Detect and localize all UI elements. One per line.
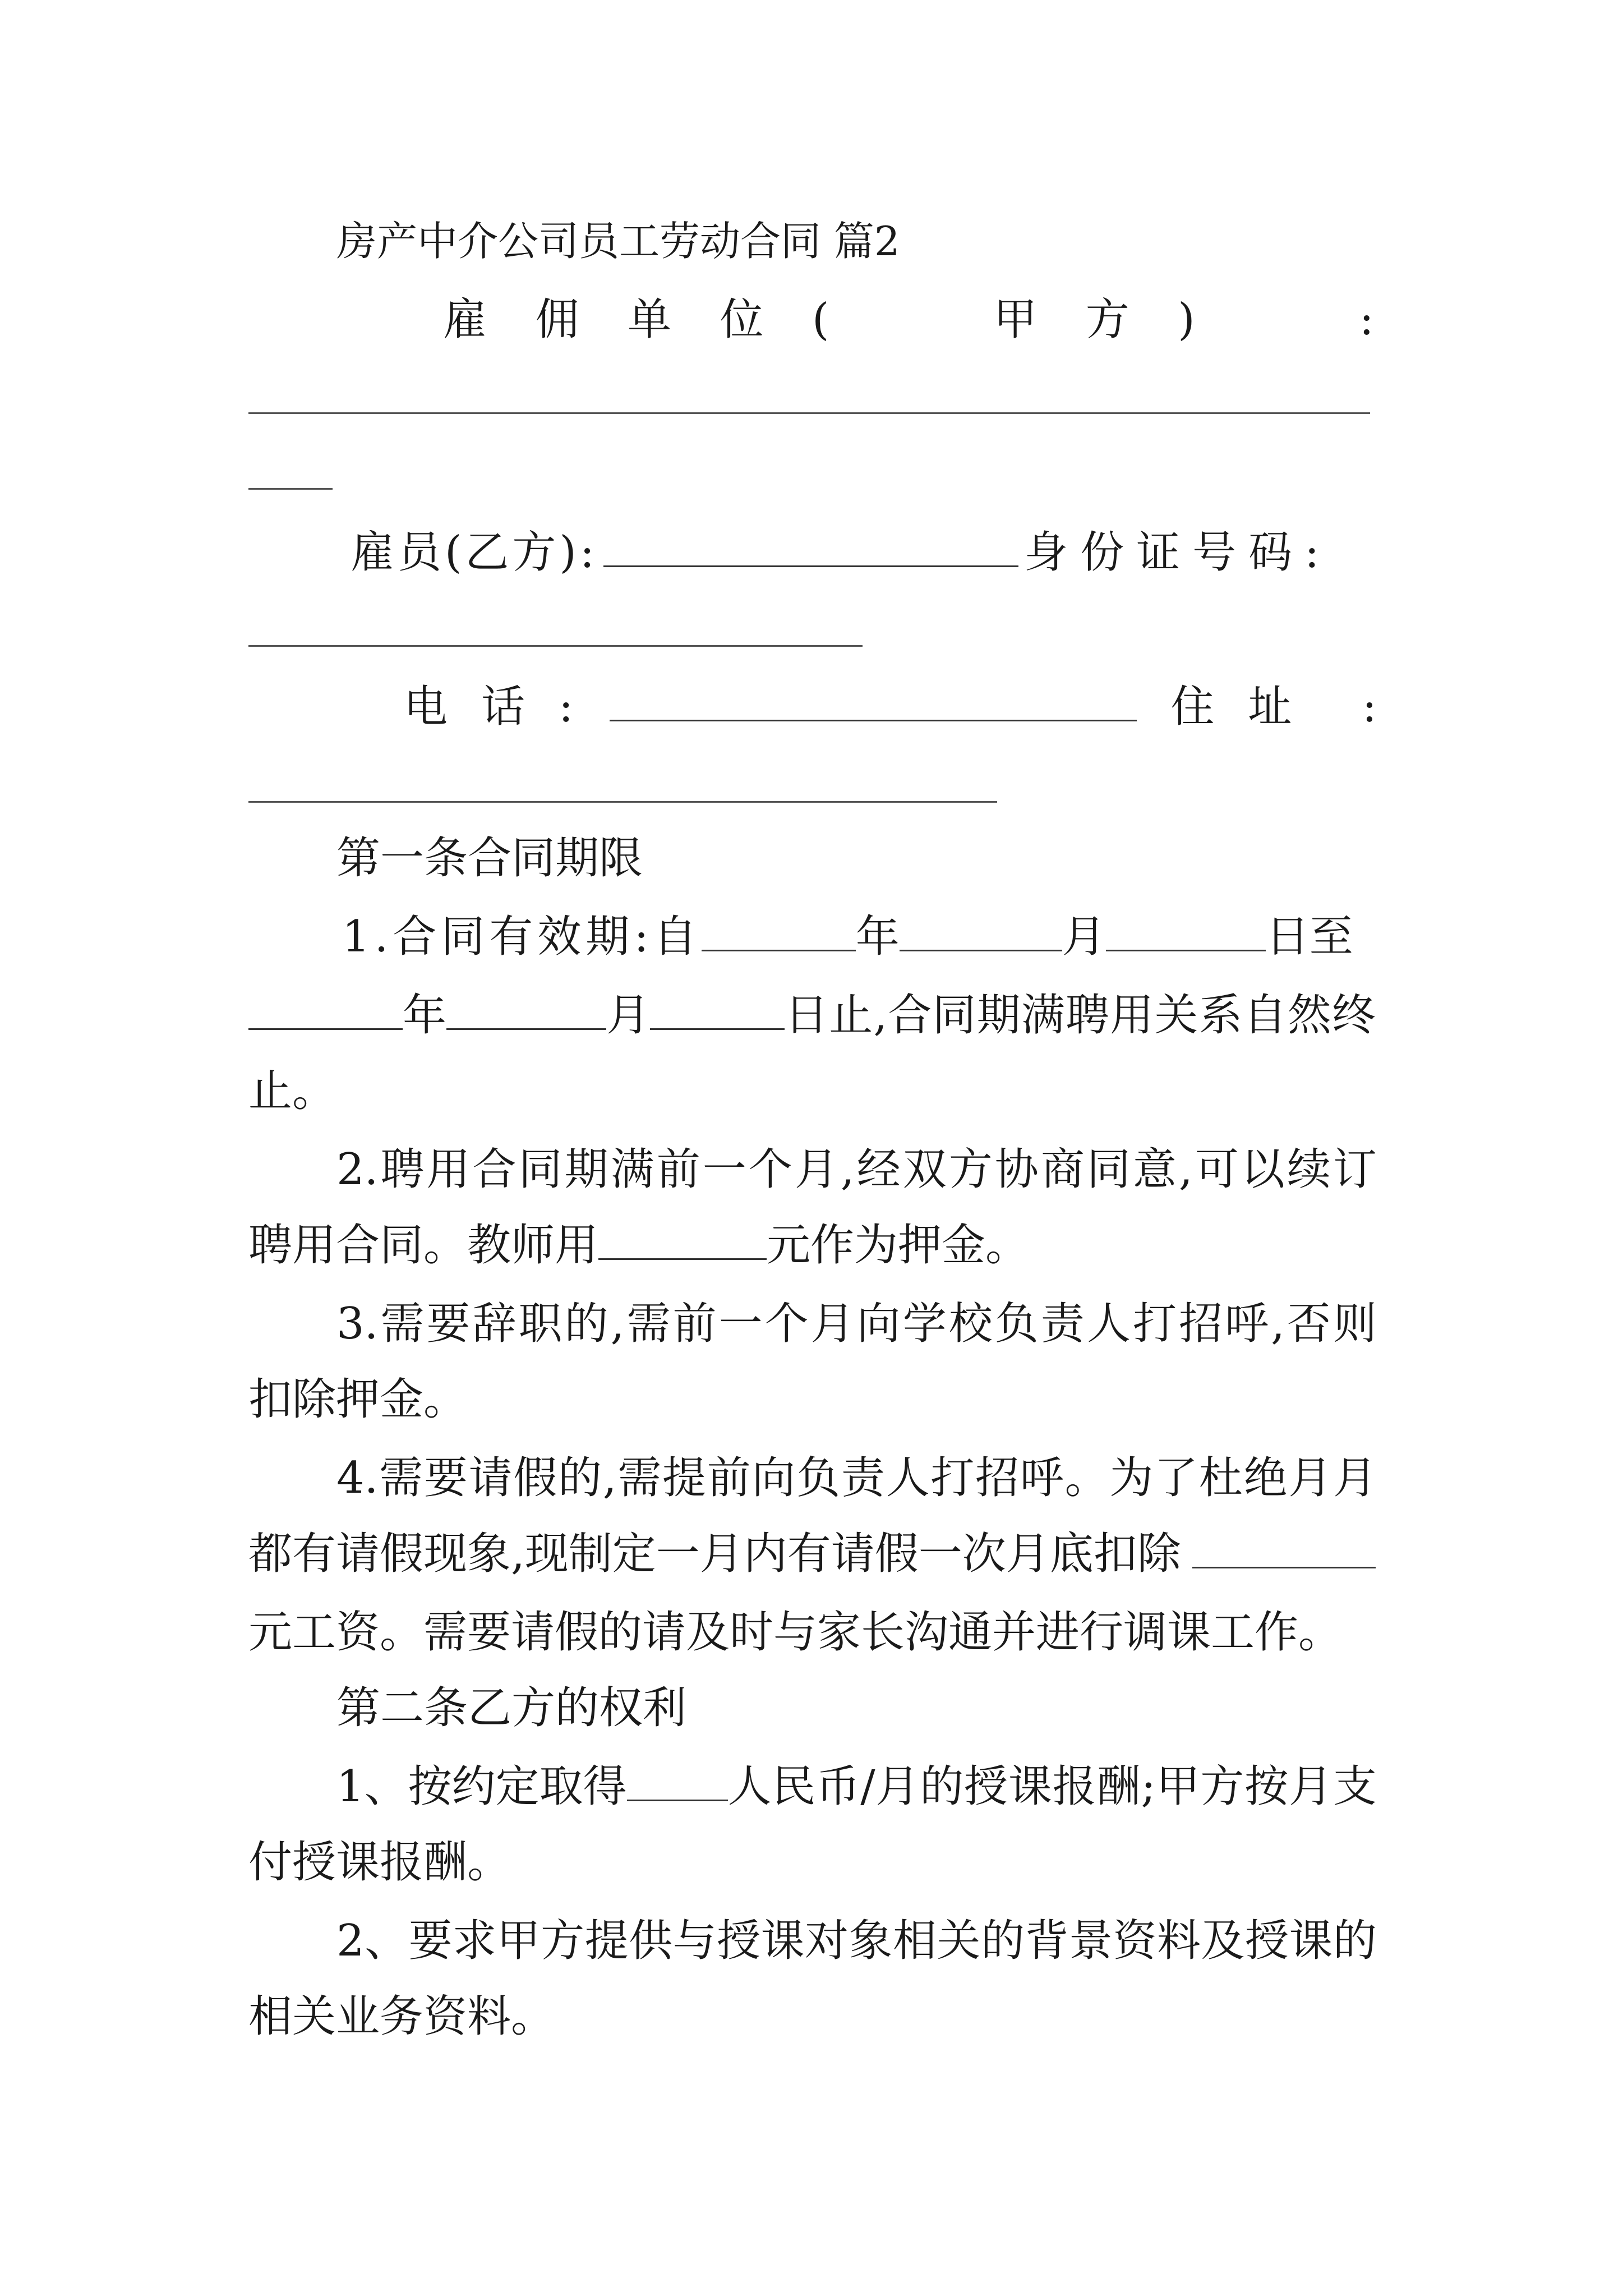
contact-line [404, 679, 1377, 735]
employer-char: 佣 [535, 295, 579, 345]
term-start-label: 1.合同有效期:自 [342, 912, 702, 962]
month-label: 月 [606, 990, 651, 1041]
deposit-amount-blank [598, 1219, 767, 1260]
employer-char: ) [1178, 295, 1195, 345]
phone-label-char: 电 [404, 682, 448, 732]
art1-p1-line3: 止。 [248, 1066, 336, 1116]
art2-p1-line2: 付授课报酬。 [248, 1837, 511, 1888]
employer-char: 位 [720, 295, 764, 345]
leave-deduction-blank [1192, 1527, 1376, 1568]
art1-p4-line2 [248, 1526, 1376, 1582]
employee-line [351, 524, 1377, 581]
art1-p2-line1: 2.聘用合同期满前一个月,经双方协商同意,可以续订 [336, 1144, 1377, 1195]
article-2-heading: 第二条乙方的权利 [336, 1683, 687, 1733]
month-label: 月 [1062, 912, 1106, 962]
employer-blank-line-2 [248, 488, 333, 490]
end-year-blank [248, 989, 403, 1030]
spacer [878, 292, 945, 348]
employee-name-blank [603, 526, 1018, 567]
year-label: 年 [403, 990, 447, 1041]
art2-p1-line1 [336, 1759, 1377, 1815]
fee-label: 1、按约定取得 [336, 1761, 627, 1812]
art2-p2-line2: 相关业务资料。 [248, 1991, 555, 2042]
art2-p2-line1: 2、要求甲方提供与授课对象相关的背景资料及授课的 [336, 1916, 1377, 1966]
id-number-blank [248, 645, 863, 647]
employer-char: 甲 [993, 295, 1038, 345]
end-day-blank [650, 989, 785, 1030]
address-label-char: 址 [1248, 682, 1292, 732]
start-day-blank [1106, 910, 1266, 951]
deposit-unit-text: 元作为押金。 [767, 1220, 1030, 1271]
year-label: 年 [855, 912, 900, 962]
deposit-label: 聘用合同。教师用 [248, 1220, 599, 1271]
start-year-blank [702, 910, 856, 951]
employer-char: : [1359, 295, 1374, 345]
day-to-label: 日至 [1265, 912, 1353, 962]
employer-char: ( [811, 295, 829, 345]
address-blank [248, 801, 997, 803]
start-month-blank [900, 910, 1062, 951]
employer-char: 单 [627, 295, 671, 345]
art1-p4-line1: 4.需要请假的,需提前向负责人打招呼。为了杜绝月月 [336, 1453, 1377, 1503]
address-label-char: : [1362, 682, 1377, 732]
employer-char: 方 [1085, 295, 1129, 345]
fee-amount-blank [627, 1760, 728, 1801]
id-number-label: 身份证号码: [1024, 527, 1332, 578]
phone-blank [610, 680, 1137, 721]
employer-line [443, 292, 1374, 348]
employer-blank-line-1 [248, 412, 1370, 414]
end-month-blank [446, 989, 606, 1030]
address-label-char: 住 [1170, 682, 1215, 732]
doc-title: 房产中介公司员工劳动合同 篇2 [336, 218, 900, 265]
phone-label-char: 话 [481, 682, 525, 732]
art1-p2-line2 [248, 1217, 1376, 1273]
term-end-text: 日止,合同期满聘用关系自然终 [785, 990, 1376, 1041]
spacer [1243, 292, 1311, 348]
leave-deduction-text: 都有请假现象,现制定一月内有请假一次月底扣除 [248, 1529, 1181, 1579]
fee-text: 人民币/月的授课报酬;甲方按月支 [727, 1761, 1377, 1812]
employer-char: 雇 [443, 295, 487, 345]
art1-p4-line3: 元工资。需要请假的请及时与家长沟通并进行调课工作。 [248, 1607, 1343, 1658]
art1-p3-line2: 扣除押金。 [248, 1374, 468, 1425]
art1-p3-line1: 3.需要辞职的,需前一个月向学校负责人打招呼,否则 [336, 1299, 1377, 1349]
art1-p1-line1 [342, 909, 1377, 965]
article-1-heading: 第一条合同期限 [336, 833, 643, 884]
employee-label: 雇员(乙方): [351, 527, 598, 578]
art1-p1-line2 [248, 987, 1376, 1043]
phone-label-char: : [559, 682, 574, 732]
